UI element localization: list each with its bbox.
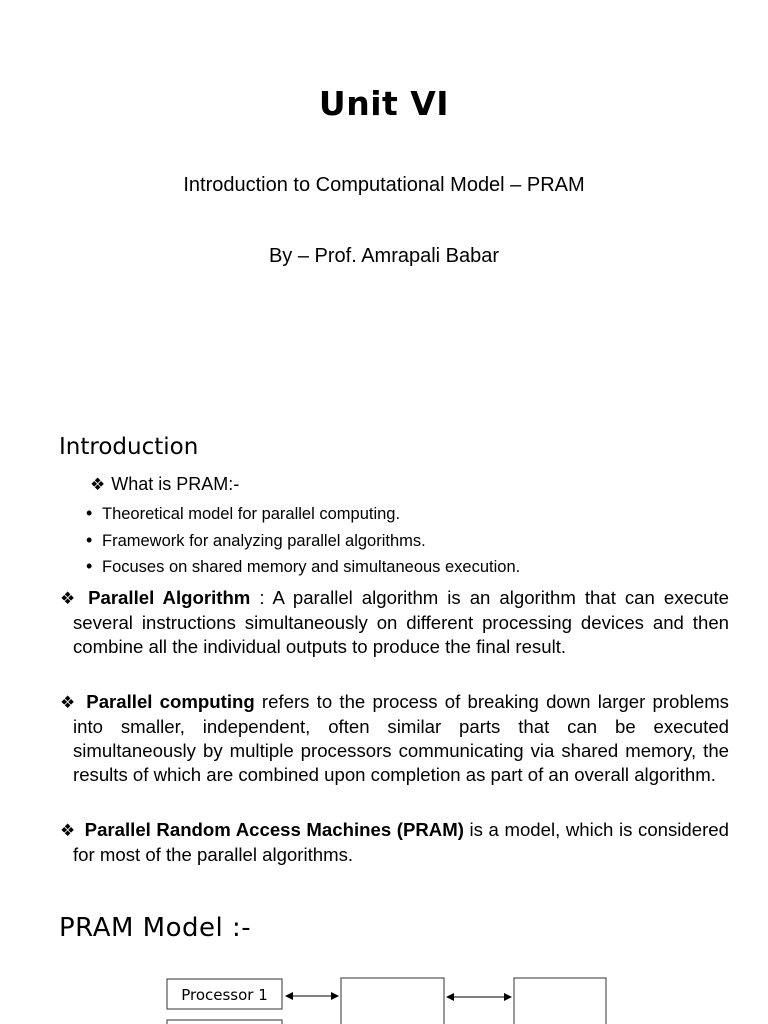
dot-icon: • bbox=[86, 529, 93, 550]
pram-bullet-list bbox=[86, 502, 520, 582]
processor-box-lower bbox=[167, 1020, 282, 1024]
dot-icon: • bbox=[86, 556, 93, 576]
processor-label: Processor 1 bbox=[181, 986, 268, 1004]
definition-text: : A parallel algorithm is an algorithm that can execute several instructions simultaneously on different processing devices and then combine all the individual outputs to produce the final result. bbox=[73, 587, 729, 657]
definition-parallel-computing bbox=[60, 690, 729, 787]
pram-model-heading: PRAM Model :- bbox=[59, 913, 252, 943]
definition-term: Parallel computing bbox=[86, 691, 255, 712]
page-subtitle: Introduction to Computational Model – PRAM bbox=[183, 174, 585, 196]
definition-term: Parallel Random Access Machines (PRAM) bbox=[84, 819, 464, 840]
list-item-text: Theoretical model for parallel computing. bbox=[102, 505, 401, 523]
shared-memory-box bbox=[341, 978, 444, 1024]
four-diamond-icon: ❖ bbox=[60, 821, 76, 840]
four-diamond-icon: ❖ bbox=[90, 475, 106, 494]
definition-term: Parallel Algorithm bbox=[88, 587, 251, 608]
pram-question-text: What is PRAM:- bbox=[111, 474, 240, 494]
memory-unit-box bbox=[514, 978, 606, 1024]
pram-model-diagram bbox=[0, 960, 768, 1024]
list-item bbox=[86, 502, 520, 529]
definition-parallel-algorithm bbox=[60, 586, 729, 659]
list-item bbox=[86, 555, 520, 582]
four-diamond-icon: ❖ bbox=[60, 589, 80, 608]
four-diamond-icon: ❖ bbox=[60, 693, 78, 712]
dot-icon: • bbox=[86, 503, 93, 523]
list-item bbox=[86, 529, 520, 556]
definition-pram bbox=[60, 818, 729, 867]
page-title: Unit VI bbox=[318, 84, 450, 123]
author-line: By – Prof. Amrapali Babar bbox=[268, 245, 500, 267]
definition-text: refers to the process of breaking down larger problems into smaller, independent, often similar parts that can be executed simultaneously by multiple processors communicating via shared memory, the results of which are combined upon completion as part of an overall algorithm. bbox=[73, 691, 729, 785]
introduction-heading: Introduction bbox=[59, 434, 199, 460]
list-item-text: Focuses on shared memory and simultaneous execution. bbox=[102, 558, 521, 576]
pram-question bbox=[90, 474, 239, 495]
list-item-text: Framework for analyzing parallel algorithms. bbox=[102, 531, 426, 550]
definition-text: is a model, which is considered for most of the parallel algorithms. bbox=[73, 819, 729, 865]
